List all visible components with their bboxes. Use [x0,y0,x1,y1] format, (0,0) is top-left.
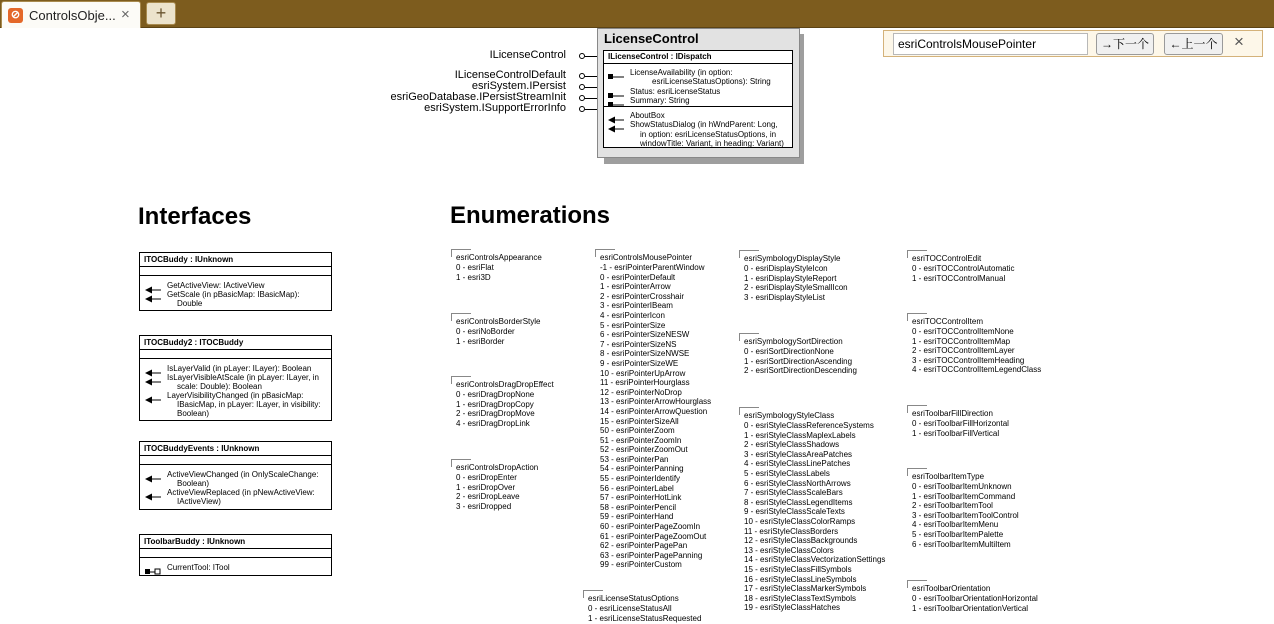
property-line: esriLicenseStatusOptions): String [652,77,771,87]
enumeration-value: 54 - esriPointerPanning [600,464,684,474]
interface-member: GetScale (in pBasicMap: IBasicMap): [167,289,300,299]
enumeration-value: 9 - esriStyleClassScaleTexts [744,507,845,517]
enumeration-value: 1 - esriToolbarOrientationVertical [912,603,1029,613]
divider [140,349,331,350]
property-icon [608,87,624,95]
enumeration-value: 13 - esriStyleClassColors [744,545,834,555]
enumeration-value: 0 - esriDisplayStyleIcon [744,264,828,273]
enumeration-values [744,347,857,376]
enumeration-values [456,327,515,346]
enumeration-value: 1 - esriDisplayStyleReport [744,273,837,283]
enumeration-value: 0 - esriTOCControlItemNone [912,327,1014,336]
enumeration-value: 0 - esriToolbarOrientationHorizontal [912,594,1038,603]
enumerations-heading: Enumerations [450,202,611,229]
enumeration-value: 2 - esriToolbarItemTool [912,501,993,511]
enumeration-name: esriSymbologySortDirection [744,337,843,346]
enumeration-value: 53 - esriPointerPan [600,454,669,464]
enumeration-value: 7 - esriPointerSizeNS [600,339,677,349]
new-tab-button[interactable]: + [146,2,176,25]
enumeration-name: esriSymbologyDisplayStyle [744,254,841,263]
interface-header: ITOCBuddy2 : ITOCBuddy [144,338,244,347]
exposed-interface-label: ILicenseControlDefault [454,69,566,81]
method-arrow-icon [145,391,161,399]
enumeration-value: 11 - esriStyleClassBorders [744,526,839,536]
property-line: LicenseAvailability (in option: [630,68,733,77]
enumeration-value: 56 - esriPointerLabel [600,483,674,493]
enumeration-value: 1 - esriTOCControlManual [912,273,1006,283]
enumeration-value: 5 - esriPointerSize [600,320,666,330]
interface-member: ActiveViewChanged (in OnlyScaleChange: [167,470,319,479]
enumeration-values [912,594,1038,613]
method-arrow-icon [145,364,161,372]
enumeration-value: 4 - esriToolbarItemMenu [912,520,999,530]
enumeration-name: esriToolbarOrientation [912,584,991,593]
enumeration-value: 4 - esriStyleClassLinePatches [744,459,851,469]
enumeration-value: 1 - esriDragDropCopy [456,399,534,409]
app-logo-icon: ⊘ [8,8,23,23]
enumeration-value: 0 - esriDropEnter [456,473,517,482]
find-previous-button[interactable]: ←上一个 [1164,33,1223,55]
enumeration-value: 58 - esriPointerPencil [600,502,677,512]
enumeration-value: 1 - esriTOCControlItemMap [912,336,1011,346]
interface-member: IActiveView) [177,496,221,506]
enumeration-value: 4 - esriPointerIcon [600,310,665,320]
enumeration-value: 1 - esriSortDirectionAscending [744,356,853,366]
license-control-title: LicenseControl [604,31,699,46]
enumeration-values [456,473,520,511]
enumeration-value: 1 - esri3D [456,272,491,282]
enumeration-value: 6 - esriStyleClassNorthArrows [744,478,851,488]
enumeration-value: 3 - esriToolbarItemToolControl [912,510,1019,520]
enumeration-value: 0 - esriToolbarItemUnknown [912,482,1012,491]
enumeration-values [912,482,1019,549]
find-next-button[interactable]: →下一个 [1096,33,1154,55]
interface-member: IBasicMap, in pLayer: ILayer, in visibility: [177,399,321,409]
interface-header: ITOCBuddyEvents : IUnknown [144,444,260,453]
enumeration-value: 12 - esriStyleClassBackgrounds [744,536,858,546]
property-line: Summary: String [630,95,690,105]
enumeration-value: 16 - esriStyleClassLineSymbols [744,574,857,584]
interface-member: ActiveViewReplaced (in pNewActiveView: [167,487,315,497]
divider [140,275,331,276]
enumeration-value: 2 - esriPointerCrosshair [600,291,685,301]
enumeration-value: 10 - esriStyleClassColorRamps [744,516,856,526]
enumeration-value: 0 - esriDragDropNone [456,390,535,399]
enumeration-value: 63 - esriPointerPagePanning [600,550,703,560]
interface-member: Boolean) [177,478,210,488]
divider [140,464,331,465]
enumeration-value: 1 - esriDropOver [456,482,516,492]
enumeration-value: 8 - esriStyleClassLegendItems [744,497,853,507]
property-icon [608,96,624,104]
method-line: ShowStatusDialog (in hWndParent: Long, [630,120,778,130]
enumeration-value: 14 - esriStyleClassVectorizationSettings [744,555,886,565]
method-line: windowTitle: Variant, in heading: Variant) [640,138,784,148]
exposed-interface-label: ILicenseControl [489,49,566,61]
enumeration-name: esriTOCControlItem [912,317,983,326]
method-line: in option: esriLicenseStatusOptions, in [640,129,777,139]
method-arrow-icon [608,111,624,119]
tab-bar [0,0,1274,28]
interface-box [139,252,332,311]
divider [604,63,792,64]
enumeration-value: 1 - esriToolbarFillVertical [912,428,1000,438]
enumeration-value: 2 - esriDragDropMove [456,409,535,419]
enumeration-name: esriTOCControlEdit [912,254,982,263]
method-arrow-icon [145,373,161,381]
enumeration-value: -1 - esriPointerParentWindow [600,263,705,272]
interface-member: LayerVisibilityChanged (in pBasicMap: [167,390,304,400]
divider [140,548,331,549]
enumeration-value: 14 - esriPointerArrowQuestion [600,406,708,416]
enumeration-values [744,421,885,613]
enumeration-value: 10 - esriPointerUpArrow [600,368,686,378]
enumeration-value: 18 - esriStyleClassTextSymbols [744,593,857,603]
exposed-interface-label: esriGeoDatabase.IPersistStreamInit [390,91,566,103]
close-tab-icon[interactable]: × [121,6,130,23]
interface-member: Boolean) [177,408,210,418]
enumeration-value: 2 - esriSortDirectionDescending [744,366,857,376]
enumeration-value: 0 - esriLicenseStatusAll [588,604,672,613]
enumeration-name: esriControlsAppearance [456,253,542,262]
method-arrow-icon [145,281,161,289]
enumeration-values [600,263,711,570]
enumeration-value: 15 - esriStyleClassFillSymbols [744,564,852,574]
enumeration-value: 15 - esriPointerSizeAll [600,416,679,426]
enumeration-value: 0 - esriStyleClassReferenceSystems [744,421,874,430]
property-line: Status: esriLicenseStatus [630,86,721,96]
divider [140,358,331,359]
interface-header: ITOCBuddy : IUnknown [144,255,234,264]
enumeration-value: 1 - esriStyleClassMaplexLabels [744,430,856,440]
method-arrow-icon [145,470,161,478]
find-bar [883,30,1263,57]
enumeration-value: 1 - esriToolbarItemCommand [912,491,1016,501]
enumeration-value: 6 - esriToolbarItemMultiItem [912,539,1011,549]
exposed-interface-label: esriSystem.IPersist [471,80,566,92]
interface-member: IsLayerVisibleAtScale (in pLayer: ILayer, in [167,372,319,382]
interface-member: CurrentTool: ITool [167,563,230,572]
method-arrow-icon [145,290,161,298]
enumeration-value: 1 - esriBorder [456,336,505,346]
enumeration-value: 51 - esriPointerZoomIn [600,435,682,445]
enumeration-name: esriLicenseStatusOptions [588,594,679,603]
find-input[interactable] [893,33,1088,55]
enumeration-value: 0 - esriTOCControlAutomatic [912,264,1015,273]
interface-box [139,335,332,421]
method-arrow-icon [608,120,624,128]
enumeration-value: 52 - esriPointerZoomOut [600,445,688,455]
enumeration-value: 17 - esriStyleClassMarkerSymbols [744,584,867,594]
enumeration-value: 2 - esriDropLeave [456,492,520,502]
enumeration-values [912,419,1009,438]
enumeration-value: 4 - esriDragDropLink [456,418,530,428]
enumeration-value: 55 - esriPointerIdentify [600,474,681,484]
enumeration-value: 7 - esriStyleClassScaleBars [744,488,843,498]
enumeration-value: 0 - esriNoBorder [456,327,515,336]
interface-header: IToolbarBuddy : IUnknown [144,537,246,546]
interface-box [139,441,332,510]
license-control-box [597,28,800,158]
enumeration-value: 3 - esriDisplayStyleList [744,292,825,302]
enumeration-name: esriControlsDragDropEffect [456,380,554,389]
enumeration-value: 2 - esriTOCControlItemLayer [912,346,1015,356]
enumeration-values [588,604,701,623]
property-icon [608,68,624,76]
enumeration-name: esriToolbarFillDirection [912,409,993,418]
divider [140,557,331,558]
enumeration-values [456,390,535,428]
enumeration-values [912,264,1015,283]
license-control-members [603,50,793,148]
enumeration-value: 57 - esriPointerHotLink [600,493,682,503]
enumeration-name: esriSymbologyStyleClass [744,411,835,420]
enumeration-value: 59 - esriPointerHand [600,512,674,522]
enumeration-values [456,263,494,282]
enumeration-value: 11 - esriPointerHourglass [600,378,690,388]
enumeration-value: 0 - esriSortDirectionNone [744,347,834,356]
enumeration-name: esriControlsDropAction [456,463,539,472]
exposed-interface-label: esriSystem.ISupportErrorInfo [424,102,566,114]
property-reference-icon [145,563,161,571]
enumeration-value: 60 - esriPointerPageZoomIn [600,522,701,532]
enumeration-value: 2 - esriStyleClassShadows [744,440,840,450]
tab-title: ControlsObje... [29,8,116,23]
enumeration-value: 61 - esriPointerPageZoomOut [600,531,707,541]
enumeration-values [912,327,1041,375]
enumeration-values [744,264,848,302]
enumeration-value: 1 - esriLicenseStatusRequested [588,613,702,623]
interface-member: GetActiveView: IActiveView [167,281,265,290]
enumeration-value: 19 - esriStyleClassHatches [744,603,841,613]
enumeration-value: 2 - esriDisplayStyleSmallIcon [744,283,848,293]
enumeration-value: 0 - esriPointerDefault [600,272,676,282]
enumeration-name: esriControlsBorderStyle [456,317,541,326]
interface-member: IsLayerValid (in pLayer: ILayer): Boolean [167,364,312,373]
enumeration-value: 3 - esriDropped [456,501,512,511]
enumeration-value: 0 - esriToolbarFillHorizontal [912,419,1009,428]
divider [140,266,331,267]
enumeration-name: esriControlsMousePointer [600,253,693,262]
enumeration-value: 3 - esriPointerIBeam [600,301,673,311]
enumeration-name: esriToolbarItemType [912,472,985,481]
enumeration-value: 6 - esriPointerSizeNESW [600,330,690,340]
enumeration-value: 1 - esriPointerArrow [600,282,671,292]
enumeration-value: 99 - esriPointerCustom [600,560,682,570]
enumeration-value: 0 - esriFlat [456,263,494,272]
enumeration-value: 12 - esriPointerNoDrop [600,387,682,397]
enumeration-value: 3 - esriTOCControlItemHeading [912,355,1025,365]
enumeration-value: 9 - esriPointerSizeWE [600,358,679,368]
method-line: AboutBox [630,111,665,120]
interface-box [139,534,332,576]
enumeration-value: 8 - esriPointerSizeNWSE [600,349,690,359]
method-arrow-icon [145,488,161,496]
license-interface-line: ILicenseControl : IDispatch [608,52,712,61]
divider [140,455,331,456]
interface-member: Double [177,298,203,308]
close-findbar-icon[interactable]: × [1234,32,1244,51]
interface-member: scale: Double): Boolean [177,381,262,391]
enumeration-value: 62 - esriPointerPagePan [600,541,688,551]
divider [604,106,792,107]
tab-controls-object-model[interactable] [1,1,141,28]
enumeration-value: 4 - esriTOCControlItemLegendClass [912,365,1042,375]
enumeration-value: 5 - esriToolbarItemPalette [912,529,1004,539]
enumeration-value: 5 - esriStyleClassLabels [744,468,830,478]
enumeration-value: 50 - esriPointerZoom [600,426,675,436]
enumeration-value: 3 - esriStyleClassAreaPatches [744,449,853,459]
enumeration-value: 13 - esriPointerArrowHourglass [600,397,712,407]
interfaces-heading: Interfaces [138,203,252,230]
